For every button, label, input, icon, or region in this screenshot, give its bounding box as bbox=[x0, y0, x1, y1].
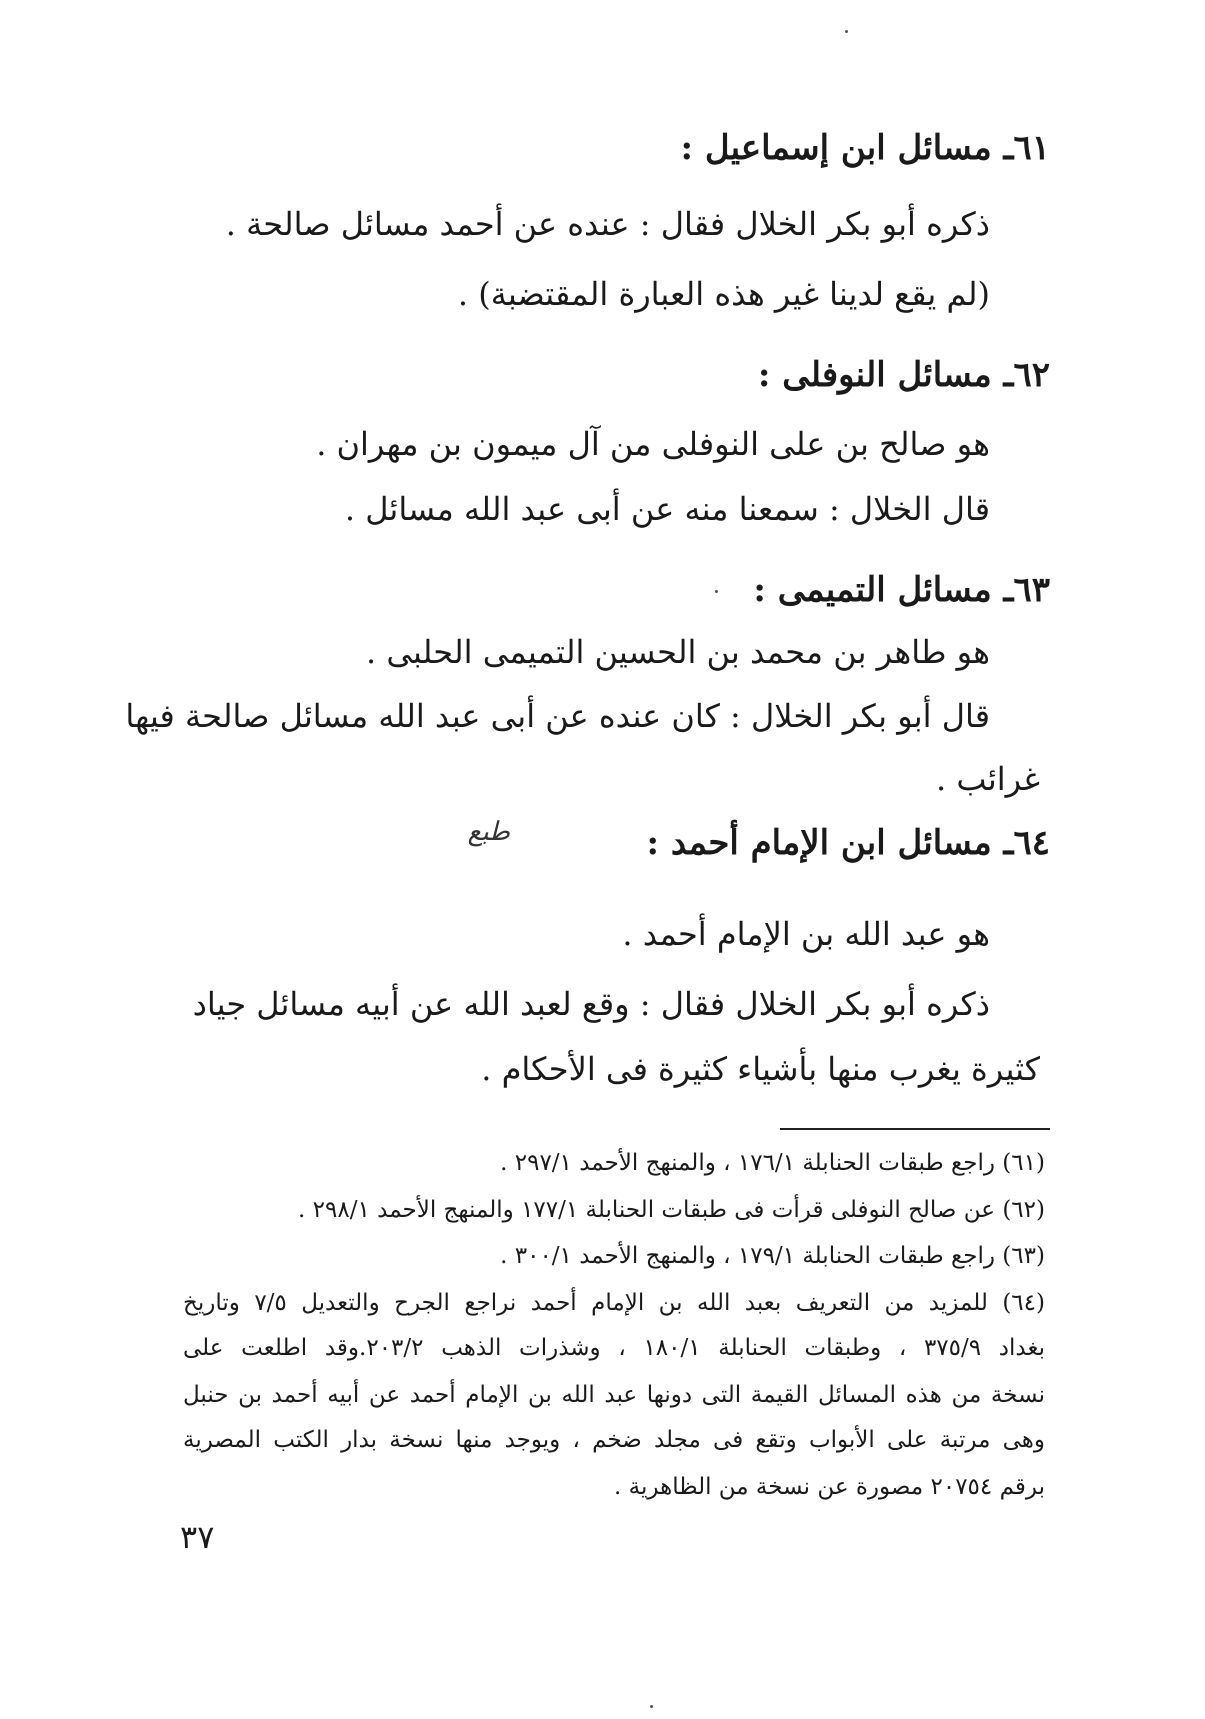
footnote-64-line-4: وهى مرتبة على الأبواب وتقع فى مجلد ضخم ، ويوجد منها نسخة بدار الكتب المصرية bbox=[183, 1427, 1045, 1453]
page-number: ٣٧ bbox=[180, 1518, 215, 1556]
section-62-line-1: هو صالح بن على النوفلى من آل ميمون بن مهران . bbox=[316, 425, 990, 463]
scan-speck bbox=[715, 590, 718, 593]
section-heading-61: ٦١ـ مسائل ابن إسماعيل : bbox=[680, 128, 1050, 168]
footnote-63: (٦٣) راجع طبقات الحنابلة ١٧٩/١ ، والمنهج الأحمد ٣٠٠/١ . bbox=[500, 1243, 1045, 1269]
footnote-61: (٦١) راجع طبقات الحنابلة ١٧٦/١ ، والمنهج الأحمد ٢٩٧/١ . bbox=[500, 1150, 1045, 1176]
section-63-line-2: قال أبو بكر الخلال : كان عنده عن أبى عبد الله مسائل صالحة فيها bbox=[125, 697, 990, 735]
footnote-64-line-2: بغداد ٣٧٥/٩ ، وطبقات الحنابلة ١٨٠/١ ، وشذرات الذهب ٢٠٣/٢.وقد اطلعت على bbox=[183, 1335, 1046, 1361]
footnote-62: (٦٢) عن صالح النوفلى قرأت فى طبقات الحنابلة ١٧٧/١ والمنهج الأحمد ٢٩٨/١ . bbox=[298, 1197, 1045, 1223]
scan-speck bbox=[845, 30, 848, 33]
footnote-divider bbox=[780, 1128, 1050, 1130]
section-64-line-2: ذكره أبو بكر الخلال فقال : وقع لعبد الله عن أبيه مسائل جياد bbox=[192, 985, 990, 1023]
section-61-line-1: ذكره أبو بكر الخلال فقال : عنده عن أحمد مسائل صالحة . bbox=[225, 205, 990, 243]
footnote-64-line-5: برقم ٢٠٧٥٤ مصورة عن نسخة من الظاهرية . bbox=[614, 1474, 1045, 1500]
section-62-line-2: قال الخلال : سمعنا منه عن أبى عبد الله مسائل . bbox=[344, 490, 990, 528]
scan-speck bbox=[650, 1705, 653, 1708]
section-64-line-3: كثيرة يغرب منها بأشياء كثيرة فى الأحكام . bbox=[481, 1050, 1040, 1088]
section-heading-62: ٦٢ـ مسائل النوفلى : bbox=[757, 355, 1050, 395]
footnote-64-line-1: (٦٤) للمزيد من التعريف بعبد الله بن الإمام أحمد نراجع الجرح والتعديل ٧/٥ وتاريخ bbox=[183, 1290, 1045, 1316]
section-heading-63: ٦٣ـ مسائل التميمى : bbox=[753, 570, 1050, 610]
section-63-line-3: غرائب . bbox=[936, 760, 1040, 798]
footnote-64-line-3: نسخة من هذه المسائل القيمة التى دونها عبد الله بن الإمام أحمد عن أبيه أحمد بن حنبل bbox=[183, 1382, 1045, 1408]
section-64-line-1: هو عبد الله بن الإمام أحمد . bbox=[622, 915, 990, 953]
handwritten-note: طبع bbox=[467, 817, 510, 847]
section-63-line-1: هو طاهر بن محمد بن الحسين التميمى الحلبى . bbox=[365, 633, 990, 671]
section-61-line-2: (لم يقع لدينا غير هذه العبارة المقتضبة) . bbox=[457, 275, 990, 313]
section-heading-64: ٦٤ـ مسائل ابن الإمام أحمد : bbox=[646, 823, 1050, 863]
